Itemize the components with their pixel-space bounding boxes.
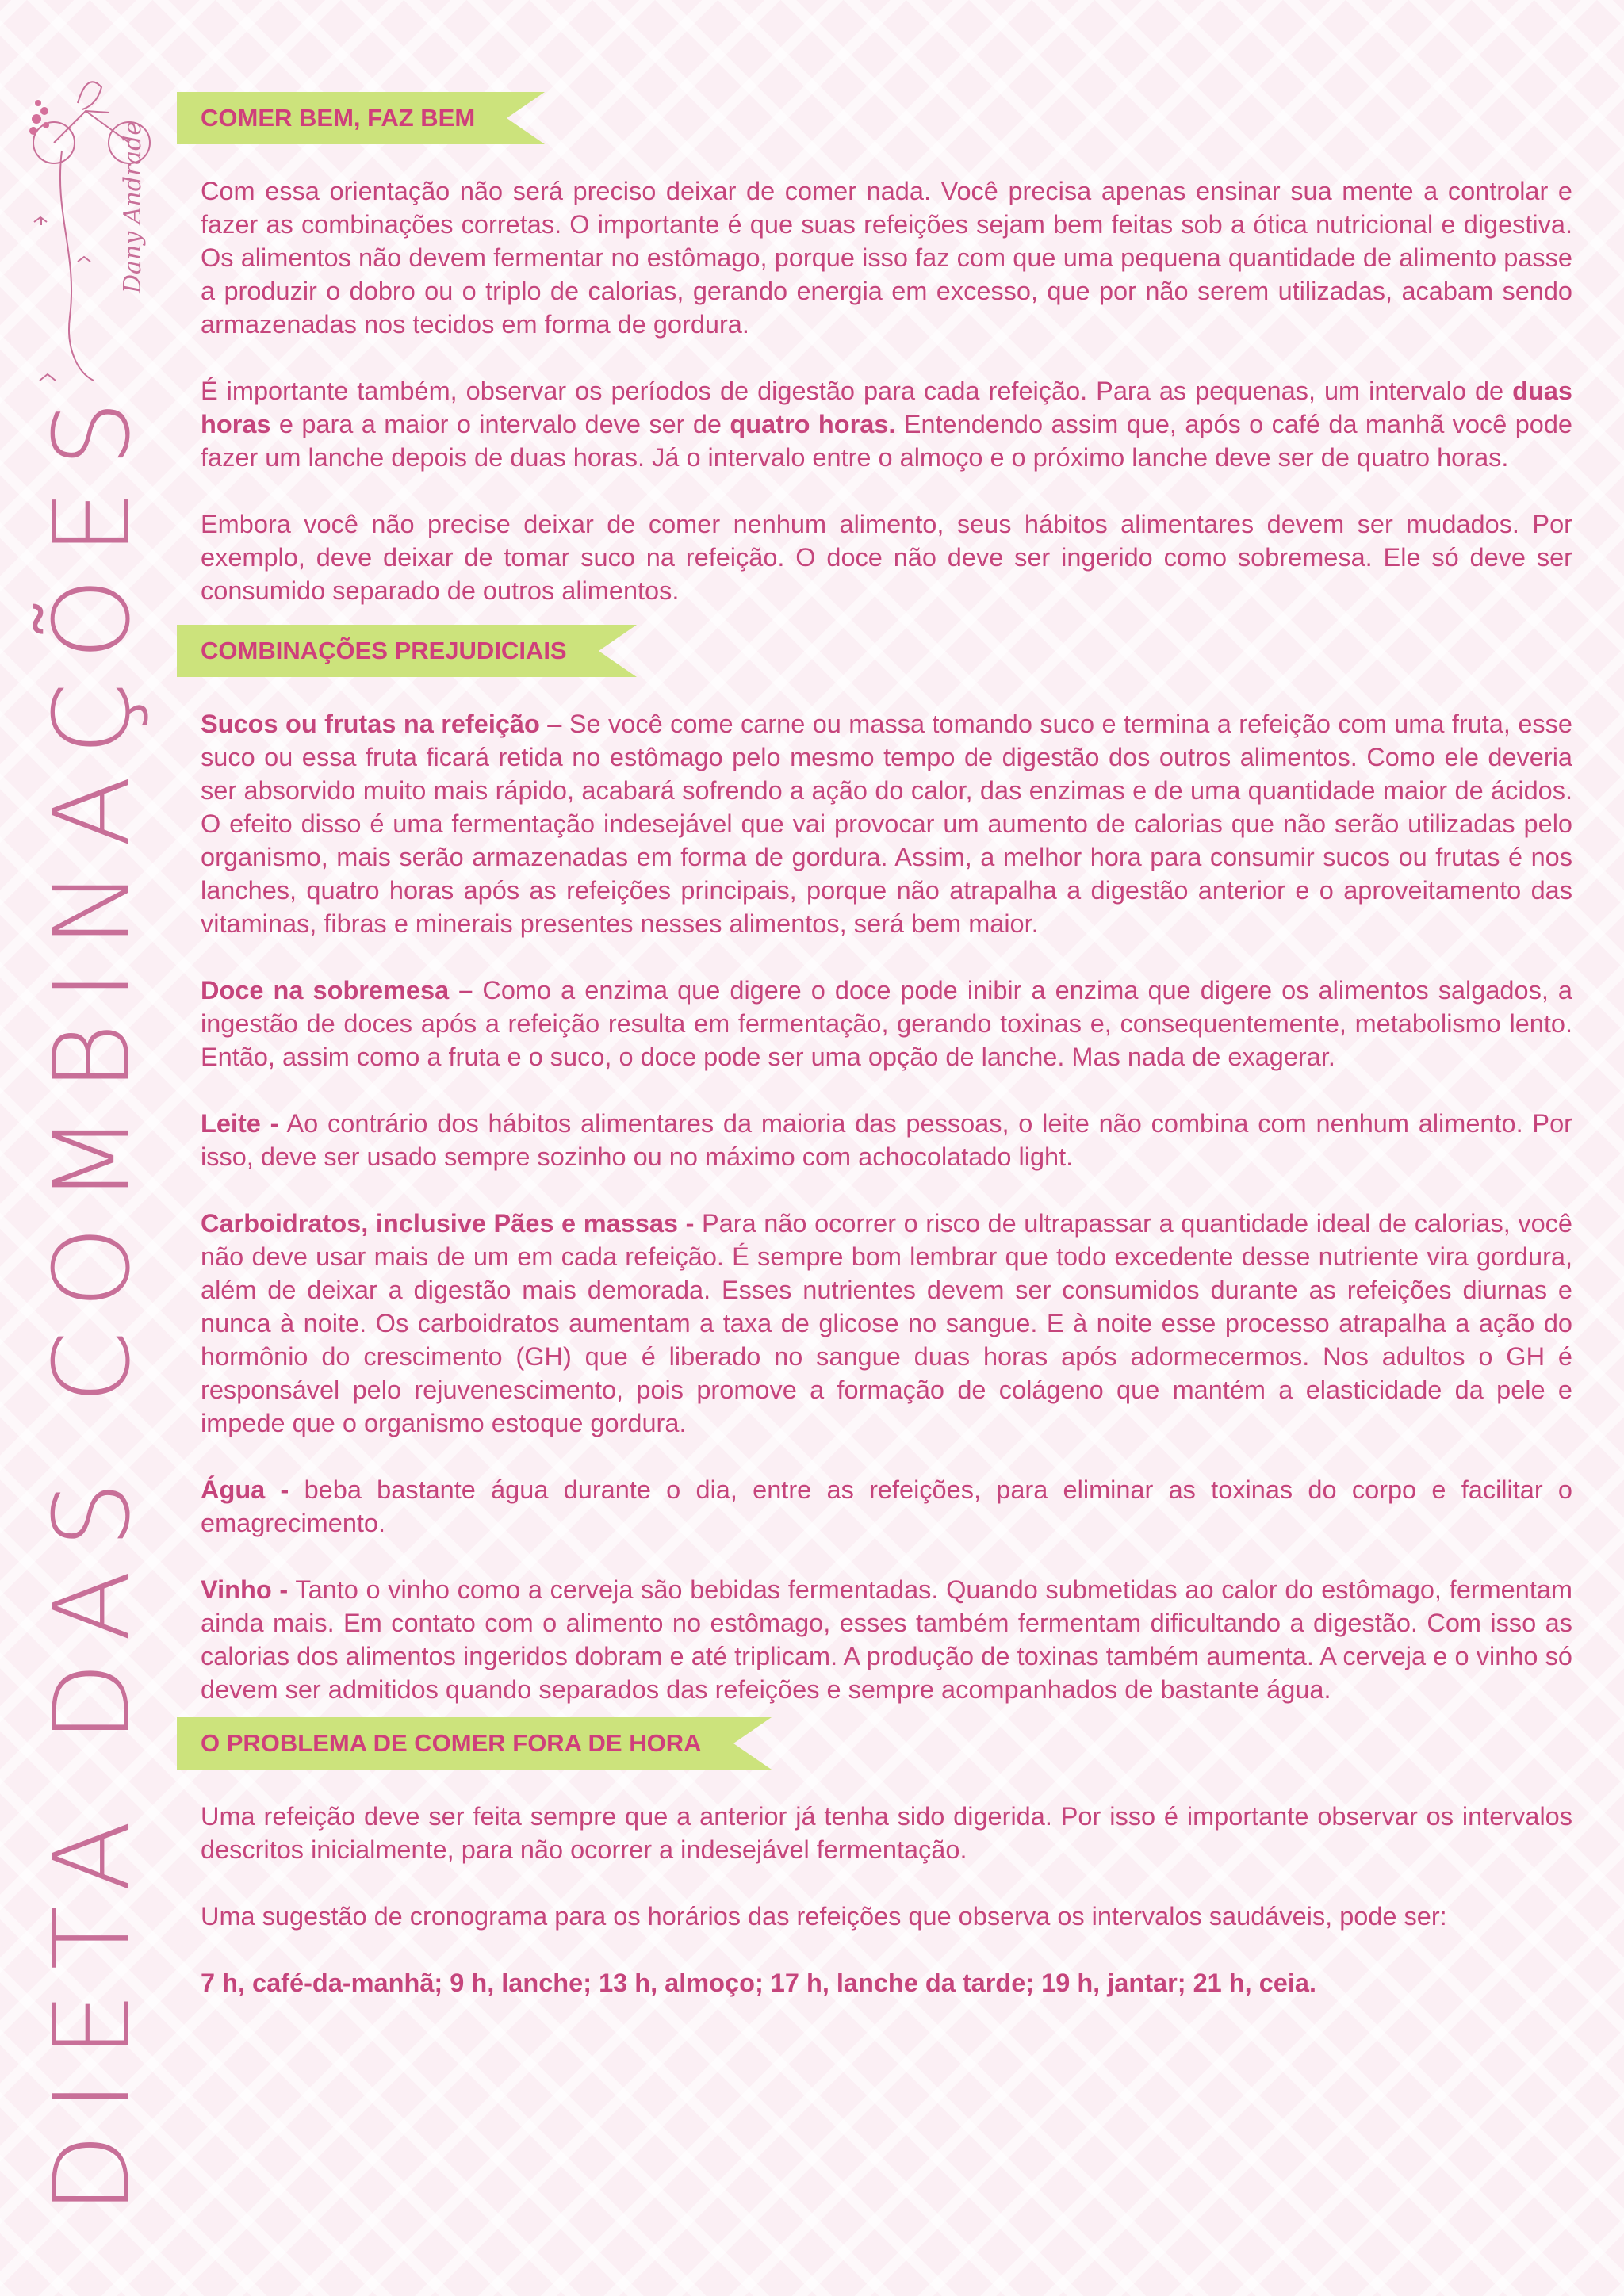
section-heading-banner [177,625,599,677]
list-item: Leite - Ao contrário dos hábitos alimentares da maioria das pessoas, o leite não combina com nenhum alimento. Por isso, deve ser usado sempre sozinho ou no máximo com achocolatado light. [201,1109,1572,1171]
section-heading-banner [177,1717,733,1770]
schedule: 7 h, café-da-manhã; 9 h, lanche; 13 h, almoço; 17 h, lanche da tarde; 19 h, jantar; 21 h, ceia. [201,1969,1316,1997]
section-heading: COMER BEM, FAZ BEM [201,104,476,132]
main-content [201,92,1572,1999]
vertical-title [32,365,154,2228]
paragraph: Embora você não precise deixar de comer nenhum alimento, seus hábitos alimentares devem ser mudados. Por exemplo, deve deixar de tomar suco na refeição. O doce não deve ser ingerido como sobremesa. Ele só deve ser consumido separado de outros alimentos. [201,510,1572,605]
paragraph: Uma sugestão de cronograma para os horários das refeições que observa os intervalos saudáveis, pode ser: [201,1902,1447,1931]
list-item: Doce na sobremesa – Como a enzima que digere o doce pode inibir a enzima que digere os alimentos salgados, a ingestão de doces após a refeição resulta em fermentação, gerando toxinas e, consequentemente, metabolismo lento. Então, assim como a fruta e o suco, o doce pode ser uma opção de lanche. Mas nada de exagerar. [201,976,1572,1071]
logo [22,55,157,388]
vertical-title-text: DIETA DAS COMBINAÇÕES [32,378,154,2214]
paragraph: É importante também, observar os períodos de digestão para cada refeição. Para as pequenas, um intervalo de duas horas e para a maior o intervalo deve ser de quatro horas. Entendendo assim que, após o café da manhã você pode fazer um lanche depois de duas horas. Já o intervalo entre o almoço e o próximo lanche deve ser de quatro horas. [201,377,1572,472]
list-item: Vinho - Tanto o vinho como a cerveja são bebidas fermentadas. Quando submetidas ao calor do estômago, fermentam ainda mais. Em contato com o alimento no estômago, esses também fermentam dificultando a digestão. Com isso as calorias dos alimentos ingeridos dobram e até triplicam. A produção de toxinas também aumenta. A cerveja e o vinho só devem ser admitidos quando separados das refeições e sempre acompanhados de bastante água. [201,1575,1572,1704]
paragraph: Uma refeição deve ser feita sempre que a anterior já tenha sido digerida. Por isso é importante observar os intervalos descritos inicialmente, para não ocorrer a indesejável fermentação. [201,1802,1572,1864]
list-item: Água - beba bastante água durante o dia, entre as refeições, para eliminar as toxinas do corpo e facilitar o emagrecimento. [201,1475,1572,1537]
logo-signature: Dany Andrade [119,121,147,293]
list-item: Sucos ou frutas na refeição – Se você come carne ou massa tomando suco e termina a refeição com uma fruta, esse suco ou essa fruta ficará retida no estômago pelo mesmo tempo de digestão dos outros alimentos. Como ele deveria ser absorvido muito mais rápido, acabará sofrendo a ação do calor, das enzimas e de uma quantidade maior de ácidos. O efeito disso é uma fermentação indesejável que vai provocar um aumento de calorias que não serão utilizadas pelo organismo, mais serão armazenadas em forma de gordura. Assim, a melhor hora para consumir sucos ou frutas é nos lanches, quatro horas após as refeições principais, porque não atrapalha a digestão anterior e o aproveitamento das vitaminas, fibras e minerais presentes nesses alimentos, será bem maior. [201,710,1572,938]
paragraph: Com essa orientação não será preciso deixar de comer nada. Você precisa apenas ensinar sua mente a controlar e fazer as combinações corretas. O importante é que suas refeições sejam bem feitas sob a ótica nutricional e digestiva. Os alimentos não devem fermentar no estômago, porque isso faz com que uma pequena quantidade de alimento passe a produzir o dobro ou o triplo de calorias, gerando energia em excesso, que por não serem utilizadas, acabam sendo armazenadas nos tecidos em forma de gordura. [201,177,1572,339]
list-item: Carboidratos, inclusive Pães e massas - Para não ocorrer o risco de ultrapassar a quantidade ideal de calorias, você não deve usar mais de um em cada refeição. É sempre bom lembrar que todo excedente desse nutriente vira gordura, além de deixar a digestão mais demorada. Esses nutrientes devem ser consumidos durante as refeições diurnas e nunca à noite. Os carboidratos aumentam a taxa de glicose no sangue. E à noite esse processo atrapalha a ação do hormônio do crescimento (GH) que é liberado no sangue duas horas após adormecermos. Nos adultos o GH é responsável pelo rejuvenescimento, pois promove a formação de colágeno que mantém a elasticidade da pele e impede que o organismo estoque gordura. [201,1209,1572,1437]
section-heading: O PROBLEMA DE COMER FORA DE HORA [201,1729,702,1757]
section-heading: COMBINAÇÕES PREJUDICIAIS [201,637,567,664]
section-heading-banner [177,92,507,144]
